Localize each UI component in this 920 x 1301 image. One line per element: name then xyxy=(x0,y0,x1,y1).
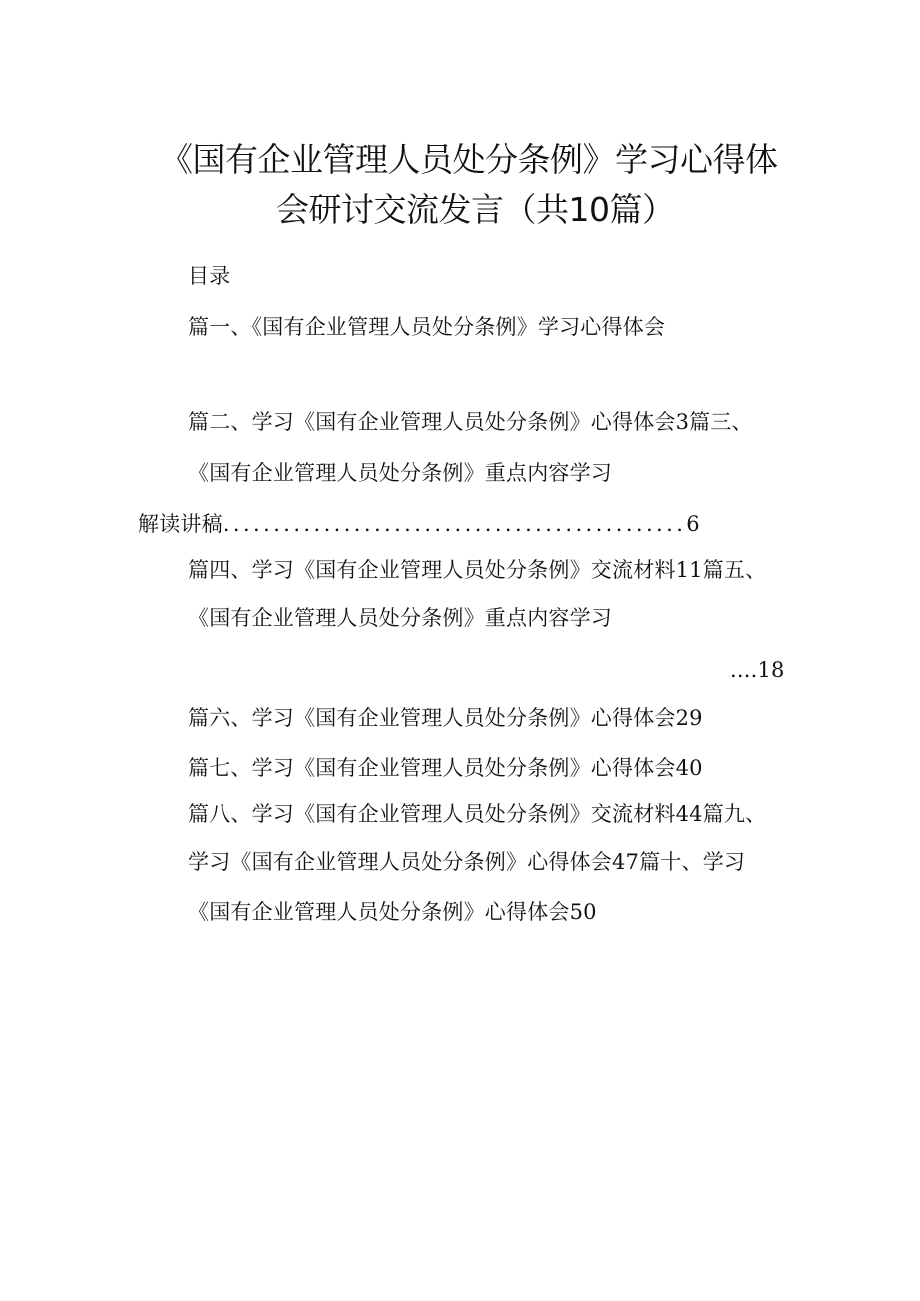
toc-page-number: 6 xyxy=(686,512,700,536)
toc-entry[interactable]: 篇一、《国有企业管理人员处分条例》学习心得体会 xyxy=(188,315,666,339)
toc-entry-label: 解读讲稿 xyxy=(138,512,223,536)
toc-entry-with-leader[interactable] xyxy=(138,510,778,538)
toc-heading: 目录 xyxy=(188,264,231,288)
toc-entry[interactable]: 《国有企业管理人员处分条例》心得体会50 xyxy=(188,900,597,924)
toc-entry[interactable]: 篇二、学习《国有企业管理人员处分条例》心得体会3篇三、 xyxy=(188,410,753,434)
dot-leader: .............................................. xyxy=(222,512,687,536)
toc-entry[interactable]: 篇六、学习《国有企业管理人员处分条例》心得体会29 xyxy=(188,706,703,730)
toc-entry[interactable]: 篇八、学习《国有企业管理人员处分条例》交流材料44篇九、 xyxy=(188,802,767,826)
toc-entry[interactable]: 《国有企业管理人员处分条例》重点内容学习 xyxy=(188,606,612,630)
toc-entry[interactable]: 篇七、学习《国有企业管理人员处分条例》心得体会40 xyxy=(188,756,703,780)
document-title-line-2: 会研讨交流发言（共10篇） xyxy=(276,190,675,229)
toc-entry[interactable]: 篇四、学习《国有企业管理人员处分条例》交流材料11篇五、 xyxy=(188,558,767,582)
toc-page-number-line[interactable]: ....18 xyxy=(730,658,785,682)
toc-entry[interactable]: 学习《国有企业管理人员处分条例》心得体会47篇十、学习 xyxy=(188,850,746,874)
document-title-line-1: 《国有企业管理人员处分条例》学习心得体 xyxy=(160,140,778,179)
toc-entry[interactable]: 《国有企业管理人员处分条例》重点内容学习 xyxy=(188,461,612,485)
